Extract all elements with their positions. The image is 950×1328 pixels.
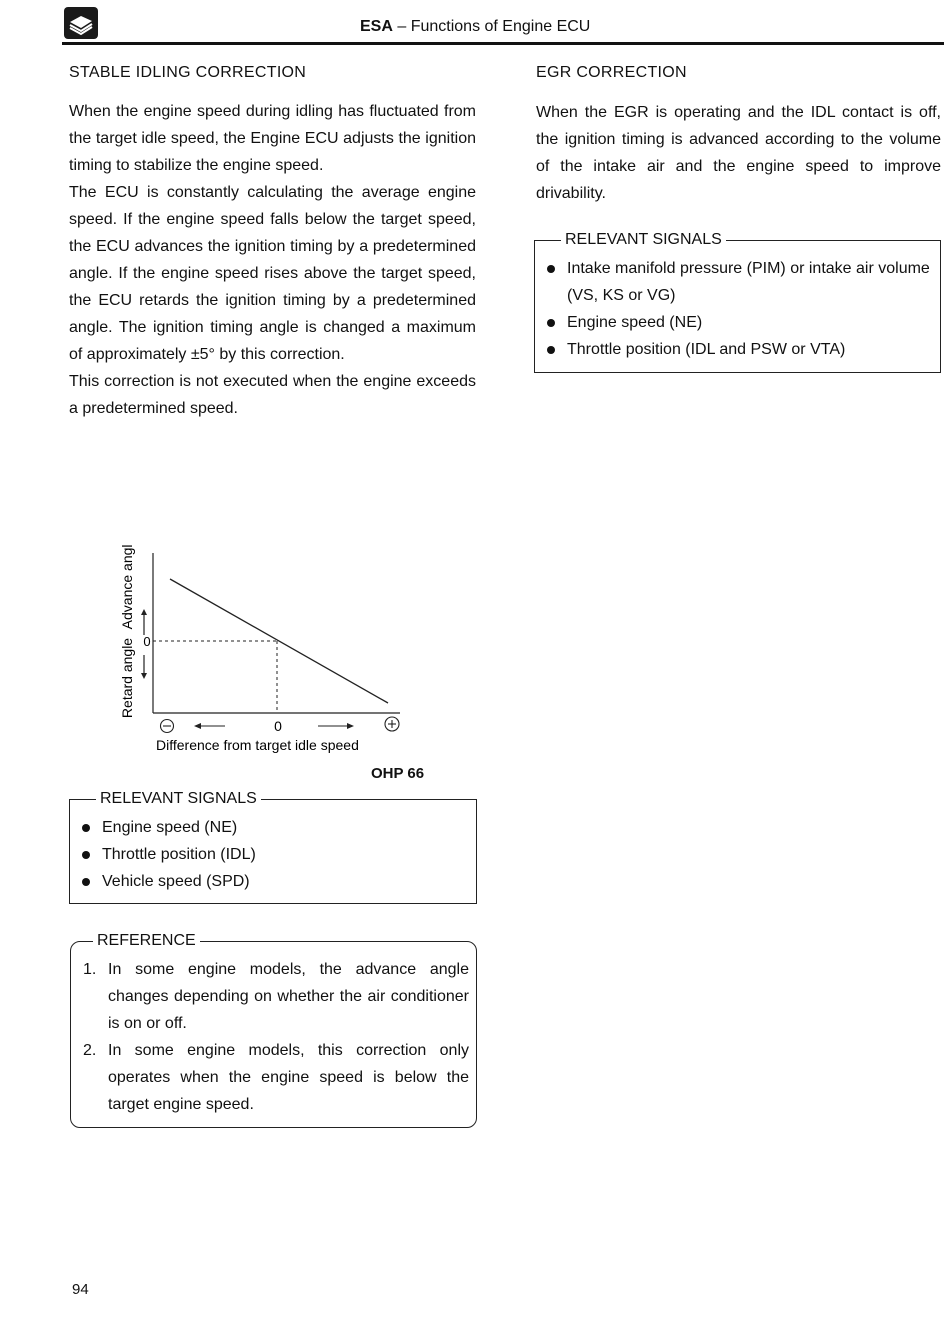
list-item: 2. In some engine models, this correction only operates when the engine speed is below the target engine speed.: [83, 1042, 469, 1113]
box-title: REFERENCE: [93, 932, 200, 950]
paragraph: The ECU is constantly calculating the average engine speed. If the engine speed falls below the target speed, the ECU advances the ignition timing by a predetermined angle. If the engine speed rises above the target speed, the ECU retards the ignition timing by a predetermined angle. The ignition timing angle is changed a maximum of approximately ±5° by this correction.: [69, 184, 476, 363]
y-arrow-down-head: [141, 673, 147, 679]
relevant-signals-box-egr: [534, 231, 941, 373]
bullet-icon: [82, 851, 90, 859]
paragraph: This correction is not executed when the engine exceeds a predetermined speed.: [69, 373, 476, 417]
list-item: Vehicle speed (SPD): [70, 868, 470, 895]
x-tick-zero: 0: [274, 718, 282, 734]
x-tick-plus-icon: [385, 717, 399, 731]
x-arrow-left-head: [194, 723, 201, 729]
list-item: Throttle position (IDL): [70, 841, 470, 868]
list-item: Intake manifold pressure (PIM) or intake air volume (VS, KS or VG): [535, 255, 935, 309]
list-item: Throttle position (IDL and PSW or VTA): [535, 336, 935, 363]
bullet-icon: [82, 878, 90, 886]
section-heading-egr: EGR CORRECTION: [536, 64, 687, 81]
bullet-icon: [82, 824, 90, 832]
list-item: 1. In some engine models, the advance angle changes depending on whether the air conditioner is on or off.: [83, 961, 469, 1032]
list-item: Engine speed (NE): [70, 814, 470, 841]
y-label-retard: Retard angle: [119, 637, 135, 719]
x-axis-label: Difference from target idle speed: [156, 737, 359, 753]
relevant-signals-box-idle: [69, 790, 477, 904]
x-arrow-right-head: [347, 723, 354, 729]
chart-svg: [110, 545, 440, 760]
egr-body: When the EGR is operating and the IDL contact is off, the ignition timing is advanced according to the volume of the intake air and the engine speed to improve drivability.: [536, 104, 941, 202]
page-header-title: ESA – Functions of Engine ECU: [360, 18, 591, 35]
box-title: RELEVANT SIGNALS: [96, 790, 261, 808]
list-item: Engine speed (NE): [535, 309, 935, 336]
x-tick-minus-icon: [161, 720, 174, 733]
bullet-icon: [547, 265, 555, 273]
box-title: RELEVANT SIGNALS: [561, 231, 726, 249]
page-number: 94: [72, 1281, 89, 1298]
header-rule: [62, 42, 944, 45]
book-logo-icon: [64, 7, 98, 39]
paragraph: When the engine speed during idling has fluctuated from the target idle speed, the Engine ECU adjusts the ignition timing to stabilize the engine speed.: [69, 103, 476, 174]
stable-idling-body: [69, 98, 476, 422]
y-tick-zero: 0: [143, 634, 151, 649]
reference-box: [70, 932, 477, 1128]
y-label-advance: Advance angle: [119, 545, 135, 630]
section-heading-stable-idling: STABLE IDLING CORRECTION: [69, 64, 307, 81]
bullet-icon: [547, 346, 555, 354]
y-arrow-up-head: [141, 609, 147, 615]
bullet-icon: [547, 319, 555, 327]
figure-label: OHP 66: [371, 765, 425, 782]
idle-correction-chart: [110, 545, 440, 760]
